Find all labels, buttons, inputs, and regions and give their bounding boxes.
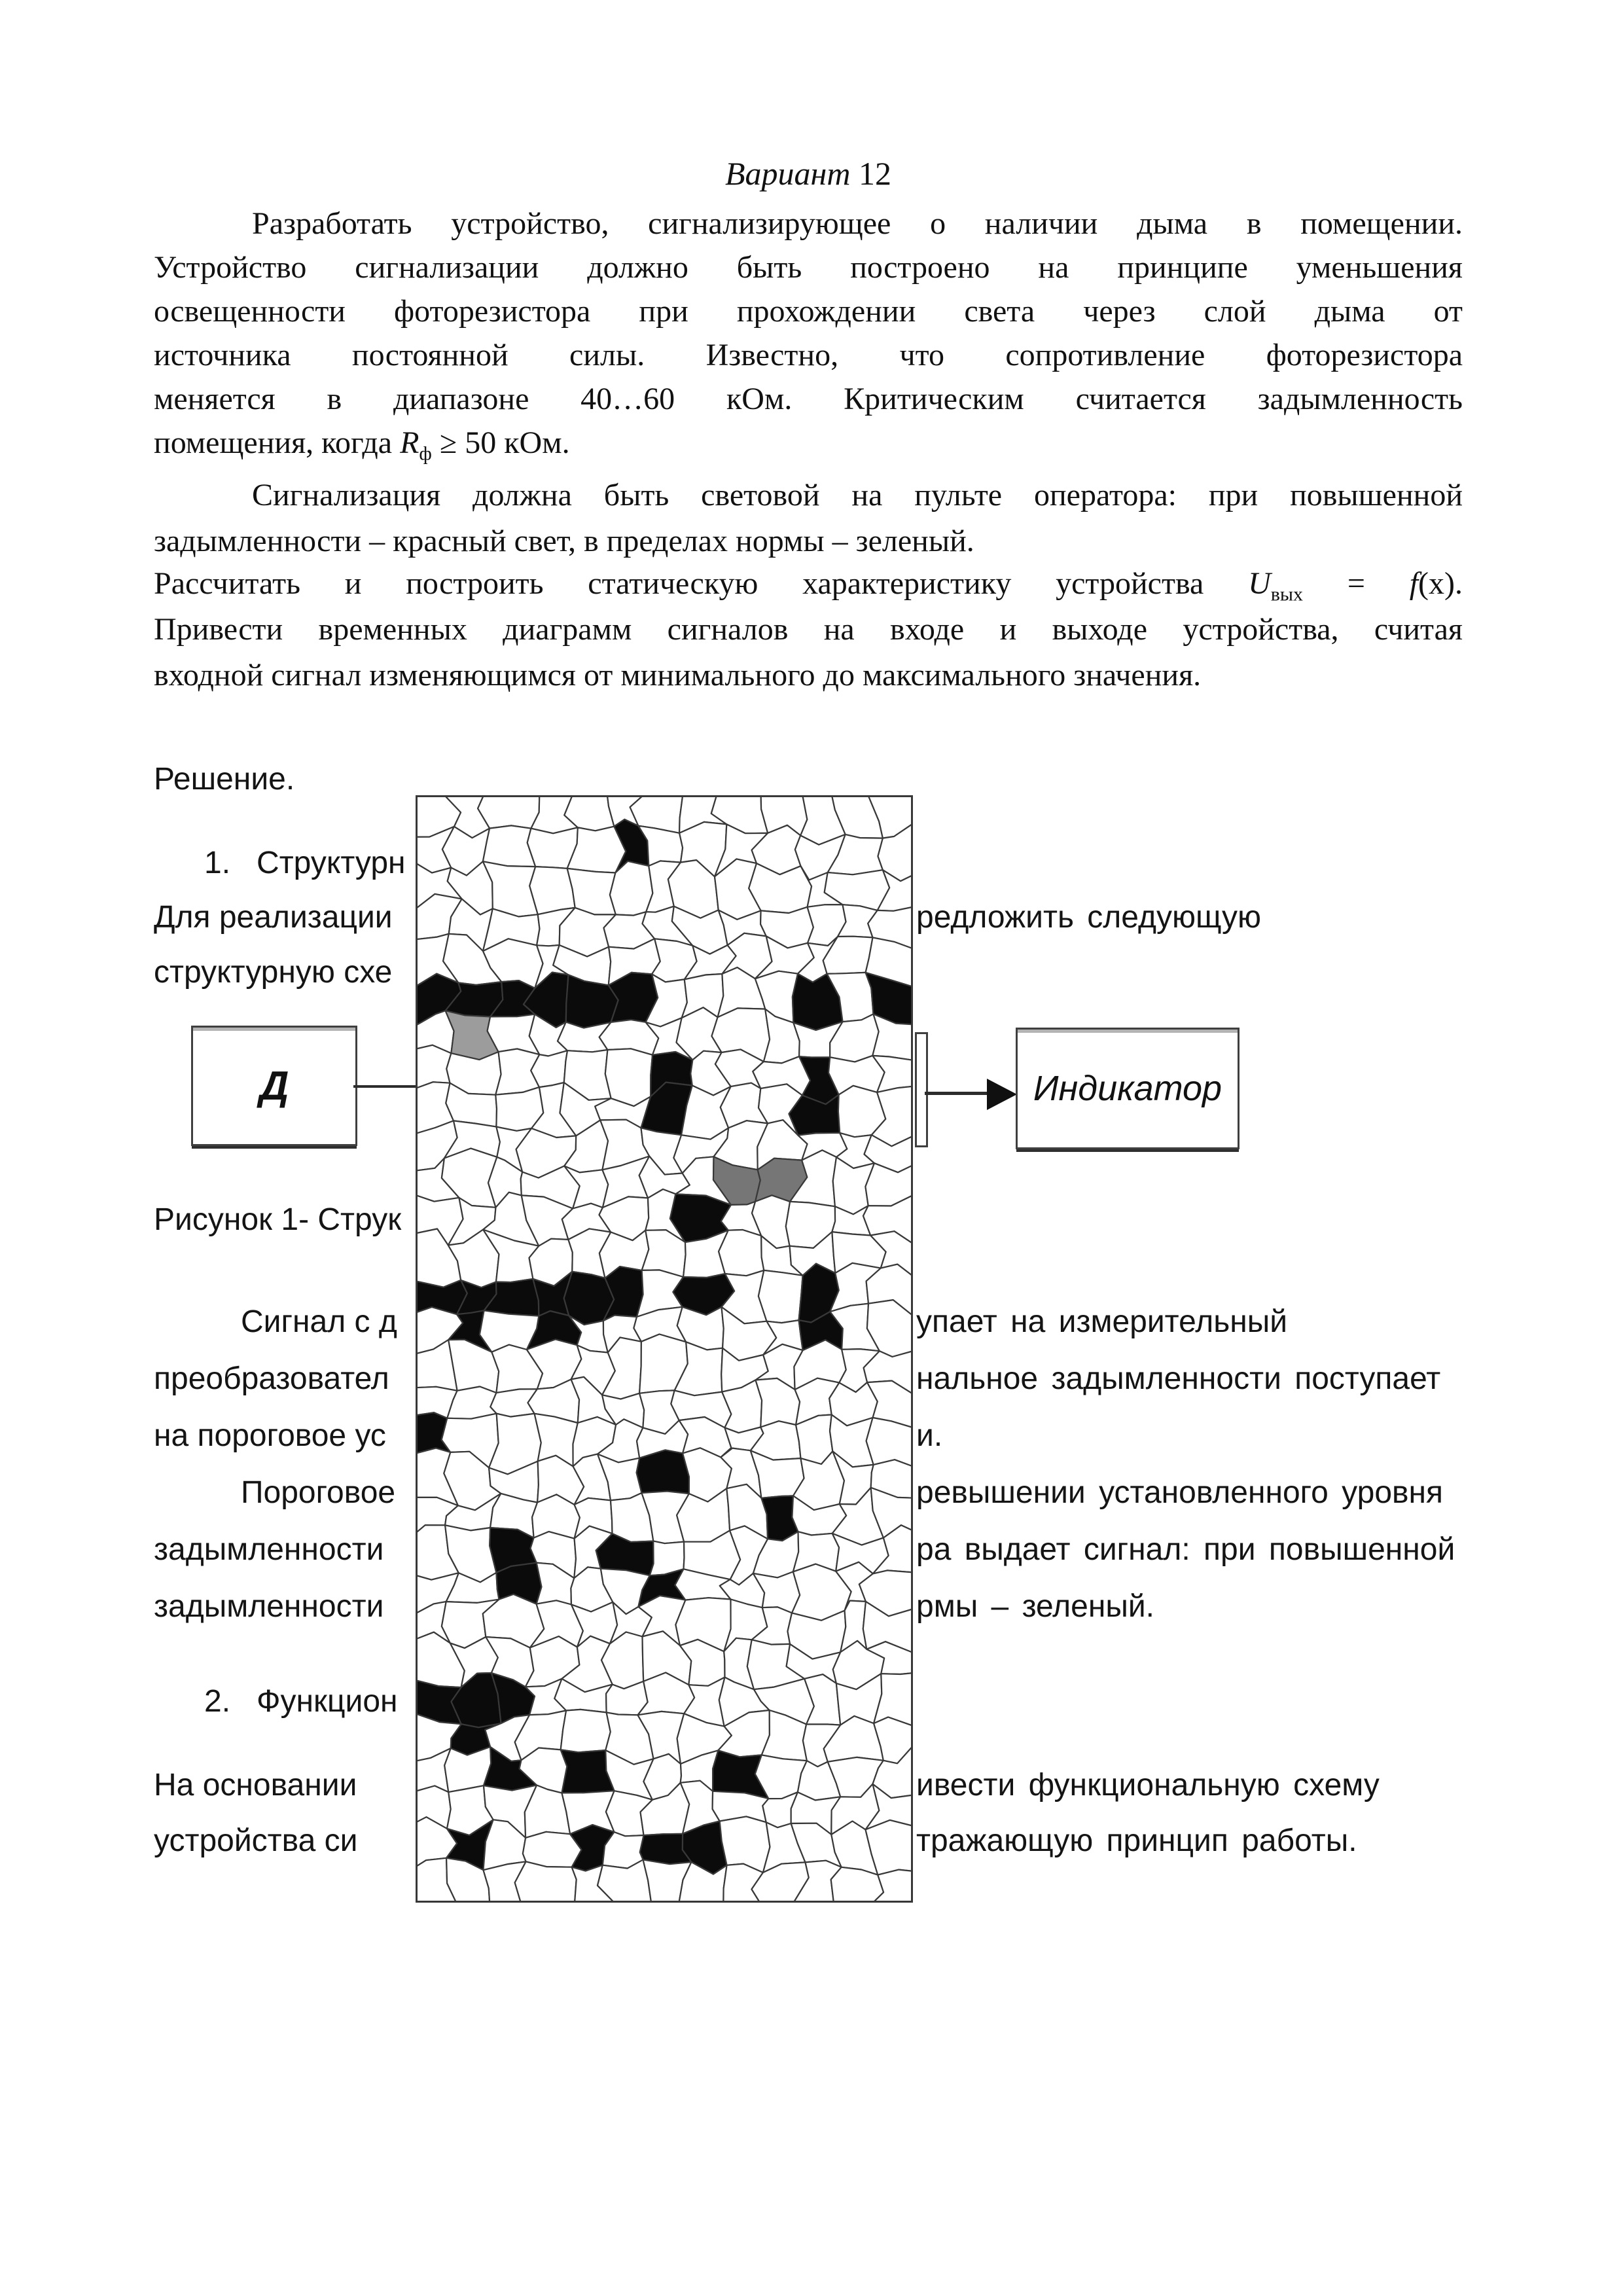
formula-pre: помещения, когда bbox=[154, 425, 401, 460]
formula-pre: Рассчитать и построить статическую характеристику устройства bbox=[154, 566, 1249, 601]
text-fragment-right: ивести функциональную схему bbox=[916, 1768, 1380, 1803]
text-fragment-left: преобразовател bbox=[154, 1361, 389, 1396]
text-fragment-right: ра выдает сигнал: при повышенной bbox=[916, 1532, 1455, 1567]
item-number: 1. bbox=[204, 846, 231, 880]
text-fragment-right: упает на измерительный bbox=[916, 1304, 1288, 1339]
text-fragment-left: На основании bbox=[154, 1768, 357, 1803]
text-fragment-left: Пороговое bbox=[241, 1475, 396, 1510]
paragraph-line-formula bbox=[154, 421, 1463, 465]
text-fragment-right: рмы – зеленый. bbox=[916, 1589, 1154, 1624]
item-text: Структурн bbox=[257, 846, 406, 880]
problem-paragraph-2 bbox=[154, 473, 1463, 564]
formula-post: ≥ 50 кОм. bbox=[431, 425, 570, 460]
item-text: Функцион bbox=[257, 1684, 398, 1719]
text-fragment-right: тражающую принцип работы. bbox=[916, 1823, 1357, 1858]
sensor-block bbox=[191, 1026, 357, 1146]
problem-paragraph-1 bbox=[154, 202, 1463, 465]
paragraph-line: Привести временных диаграмм сигналов на входе и выходе устройства, считая bbox=[154, 612, 1463, 647]
paragraph-line: Сигнализация должна быть световой на пульте оператора: при повышенной bbox=[252, 478, 1463, 512]
sensor-block-label: Д bbox=[259, 1063, 289, 1109]
r-subscript: ф bbox=[419, 442, 432, 465]
page-title bbox=[154, 154, 1463, 192]
list-item-1 bbox=[204, 845, 406, 882]
paragraph-line: Устройство сигнализации должно быть построено на принципе уменьшения bbox=[154, 250, 1463, 285]
figure-caption: Рисунок 1- Струк bbox=[154, 1202, 402, 1237]
text-fragment-right: и. bbox=[916, 1418, 943, 1453]
item-number: 2. bbox=[204, 1684, 231, 1719]
text-fragment-left: Для реализации bbox=[154, 900, 393, 935]
paragraph-line: Разработать устройство, сигнализирующее о наличии дыма в помещении. bbox=[252, 206, 1463, 241]
text-fragment-left: Сигнал с д bbox=[241, 1304, 397, 1339]
f-symbol: f bbox=[1409, 566, 1419, 601]
text-fragment-left: на пороговое ус bbox=[154, 1418, 386, 1453]
text-fragment-right: нальное задымленности поступает bbox=[916, 1361, 1441, 1396]
paragraph-line: задымленности – красный свет, в пределах нормы – зеленый. bbox=[154, 524, 974, 558]
title-number: 12 bbox=[850, 155, 891, 192]
text-fragment-right: ревышении установленного уровня bbox=[916, 1475, 1444, 1510]
paragraph-line-formula bbox=[154, 561, 1463, 607]
paragraph-line: источника постоянной силы. Известно, что сопротивление фоторезистора bbox=[154, 338, 1463, 372]
text-fragment-left: структурную схе bbox=[154, 955, 393, 990]
paragraph-line: меняется в диапазоне 40…60 кОм. Критическим считается задымленность bbox=[154, 382, 1463, 416]
text-fragment-left: задымленности bbox=[154, 1532, 384, 1567]
problem-paragraph-3 bbox=[154, 561, 1463, 698]
title-word: Вариант bbox=[725, 155, 851, 192]
formula-post: (x). bbox=[1418, 566, 1463, 601]
solution-heading: Решение. bbox=[154, 762, 295, 797]
arrow-head-icon bbox=[987, 1079, 1017, 1110]
list-item-2 bbox=[204, 1683, 398, 1720]
paragraph-line: входной сигнал изменяющимся от минимального до максимального значения. bbox=[154, 658, 1202, 692]
connector-line bbox=[353, 1085, 416, 1088]
indicator-block-label: Индикатор bbox=[1033, 1069, 1222, 1108]
equals: = bbox=[1303, 566, 1410, 601]
u-symbol: U bbox=[1248, 566, 1271, 601]
text-fragment-left: задымленности bbox=[154, 1589, 384, 1624]
u-subscript: вых bbox=[1270, 583, 1304, 605]
text-fragment-left: устройства си bbox=[154, 1823, 358, 1858]
arrow-line bbox=[925, 1092, 993, 1095]
hidden-block-edge bbox=[915, 1032, 928, 1147]
censor-mosaic-overlay bbox=[416, 795, 913, 1903]
text-fragment-right: редложить следующую bbox=[916, 900, 1261, 935]
paragraph-line: освещенности фоторезистора при прохождении света через слой дыма от bbox=[154, 294, 1463, 329]
mosaic-pattern-svg bbox=[416, 795, 913, 1903]
indicator-block bbox=[1016, 1028, 1240, 1149]
r-symbol: R bbox=[400, 425, 419, 460]
